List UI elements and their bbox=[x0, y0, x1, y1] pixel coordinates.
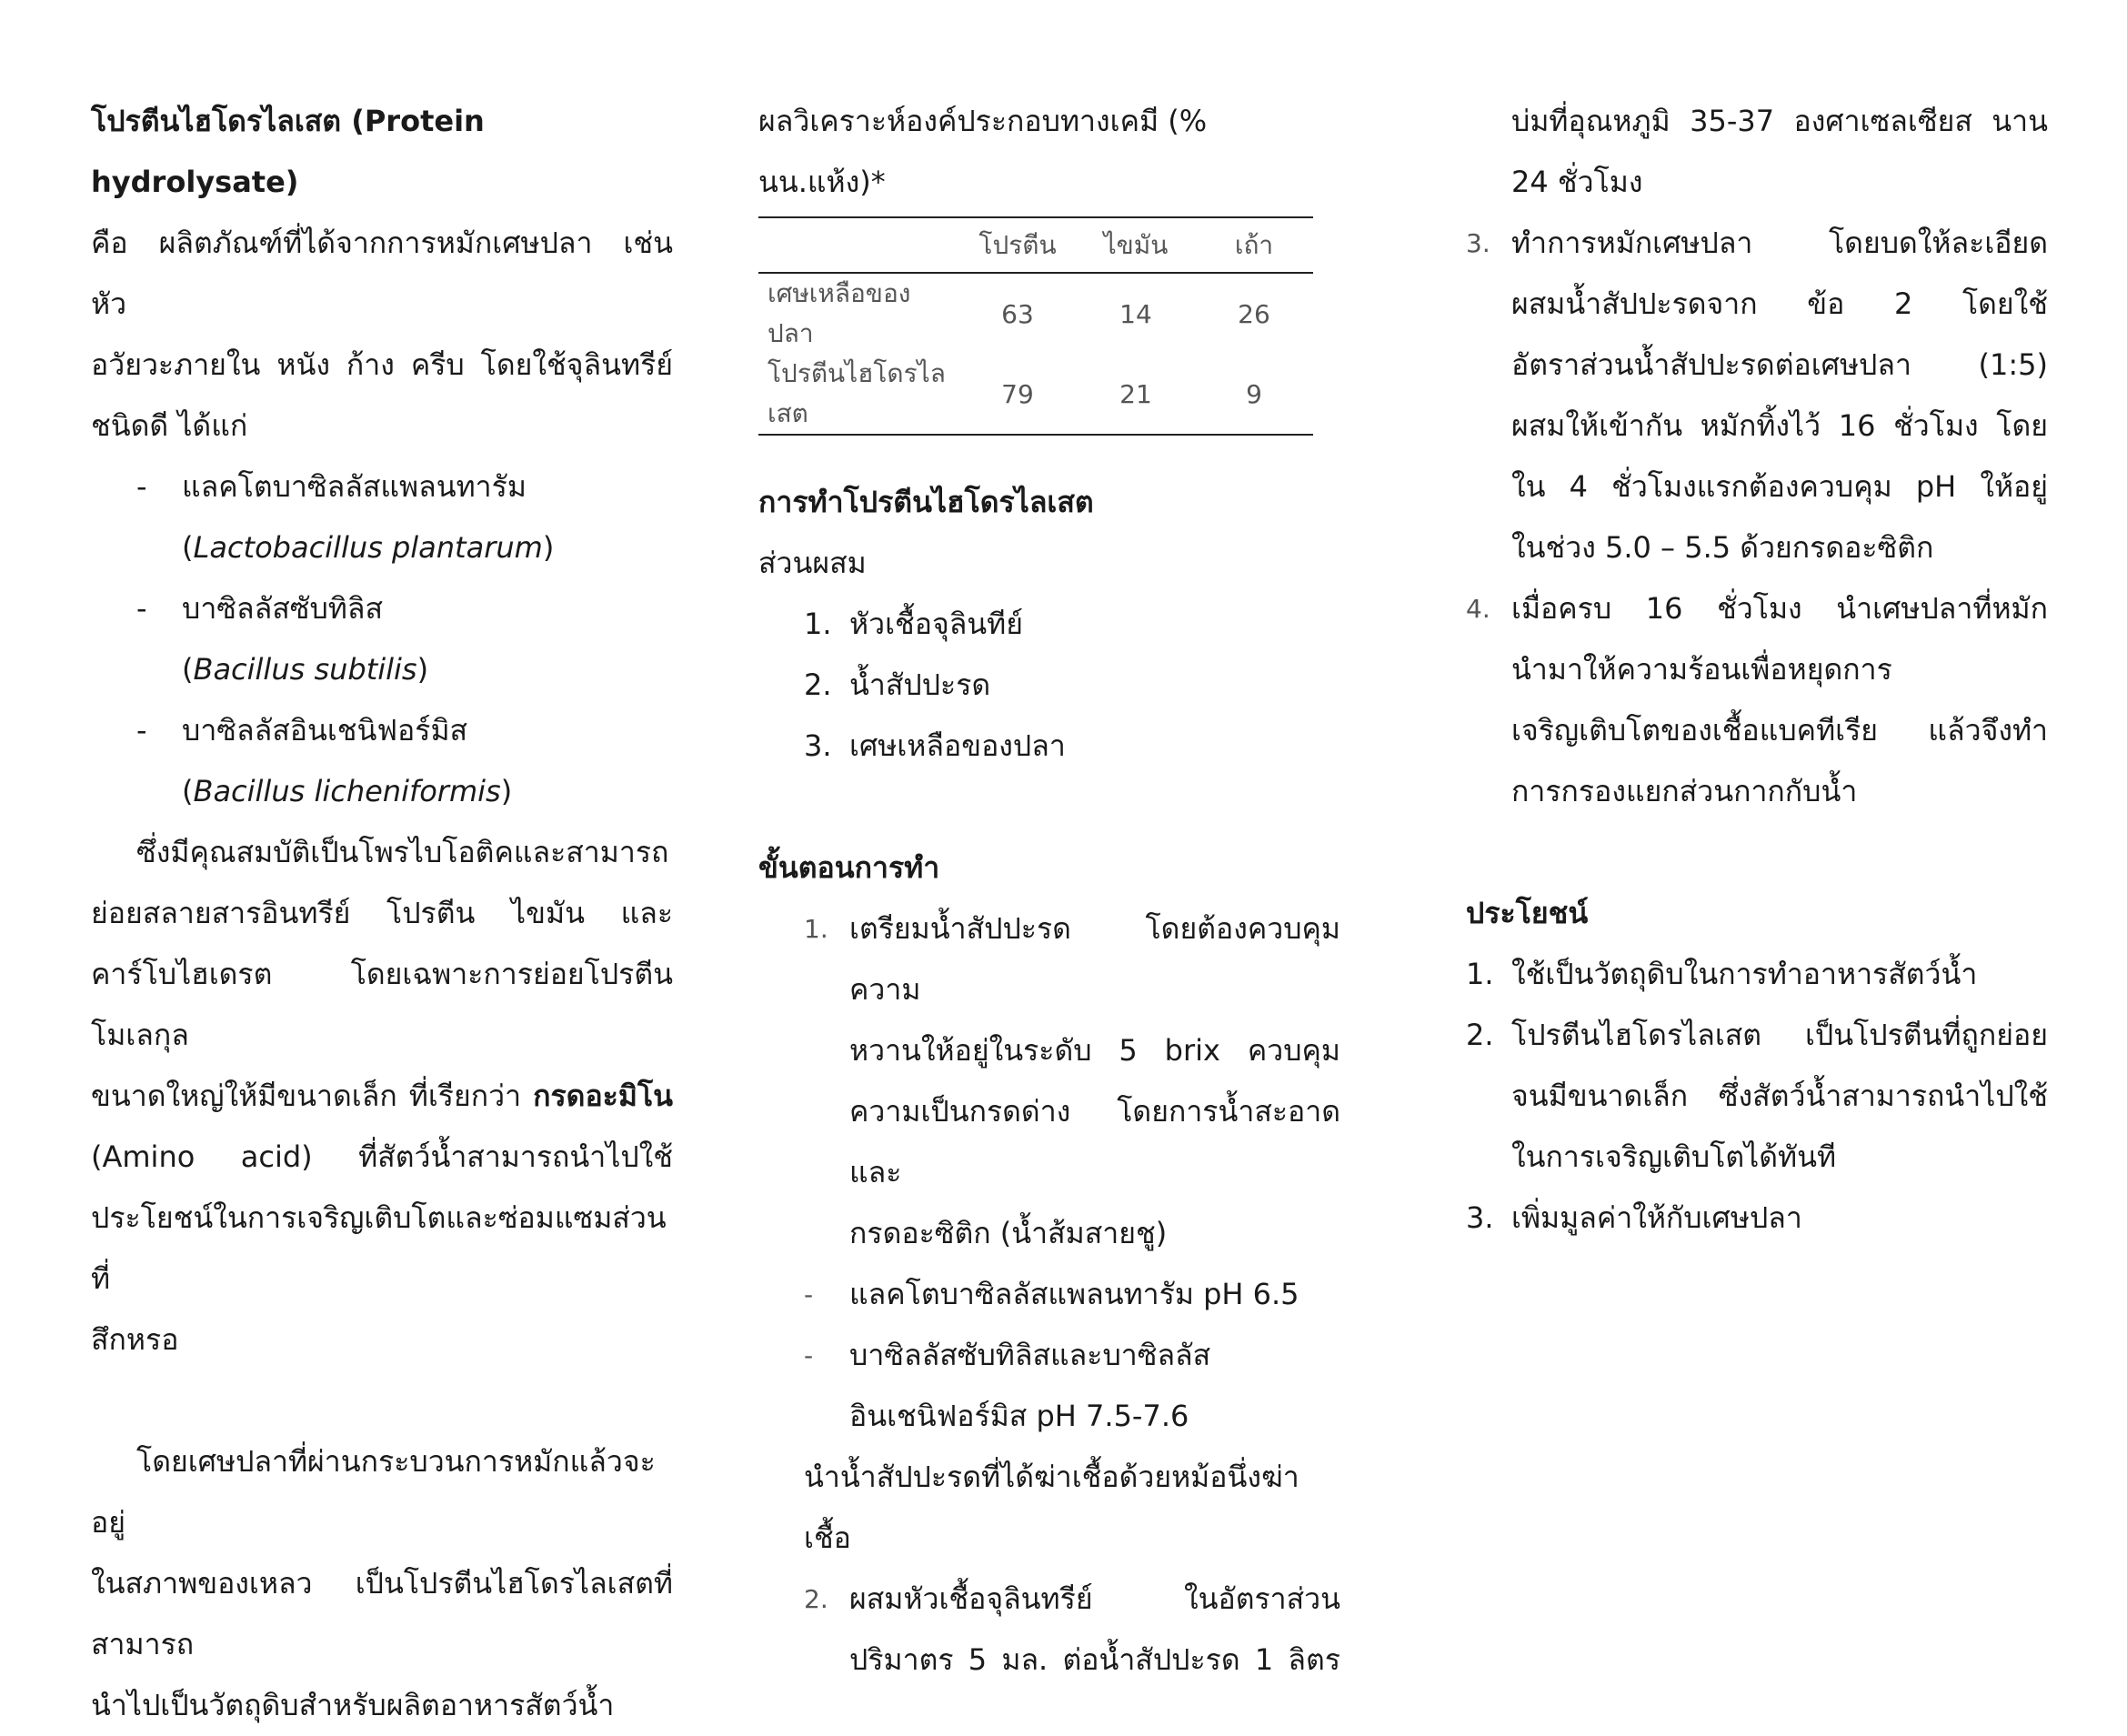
list-line: จนมีขนาดเล็ก ซึ่งสัตว์น้ำสามารถนำไปใช้ bbox=[1511, 1079, 2048, 1113]
table-header-cell: ไขมัน bbox=[1103, 229, 1169, 260]
microbe-name: แลคโตบาซิลลัสแพลนทารัม bbox=[182, 469, 527, 504]
step-number: 4. bbox=[1466, 594, 1490, 624]
ph-item: - แลคโตบาซิลลัสแพลนทารัม pH 6.5 bbox=[804, 1277, 1299, 1311]
list-item: 3. เพิ่มมูลค่าให้กับเศษปลา bbox=[1466, 1200, 1802, 1235]
step-item: 4. เมื่อครบ 16 ชั่วโมง นำเศษปลาที่หมัก bbox=[1466, 578, 2048, 639]
composition-table bbox=[758, 216, 1313, 436]
table-cell: 21 bbox=[1119, 378, 1152, 409]
microbe-list bbox=[91, 457, 673, 822]
step-line: กรดอะซิติก (น้ำส้มสายชู) bbox=[849, 1216, 1168, 1250]
ingredient-list bbox=[758, 594, 1340, 777]
table-cell: 79 bbox=[1001, 378, 1034, 409]
paragraph-line: ขนาดใหญ่ให้มีขนาดเล็ก ที่เรียกว่า กรดอะมิโน bbox=[91, 1079, 673, 1113]
microbe-item bbox=[91, 700, 673, 761]
bullet-dash: - bbox=[136, 713, 147, 748]
list-item: 2. โปรตีนไฮโดรไลเสต เป็นโปรตีนที่ถูกย่อย bbox=[1466, 1018, 2048, 1052]
step-item: 2. ผสมหัวเชื้อจุลินทรีย์ ในอัตราส่วน bbox=[804, 1569, 1340, 1630]
list-line: ในการเจริญเติบโตได้ทันที bbox=[1511, 1139, 1837, 1174]
table-header-row bbox=[758, 217, 1313, 273]
table-cell: 63 bbox=[1001, 298, 1034, 329]
list-item: 1. ใช้เป็นวัตถุดิบในการทำอาหารสัตว์น้ำ bbox=[1466, 957, 1978, 991]
step-line: หวานให้อยู่ในระดับ 5 brix ควบคุม bbox=[849, 1033, 1340, 1068]
section-heading-benefits: ประโยชน์ bbox=[1466, 896, 1589, 930]
step-line: ความเป็นกรดด่าง โดยการน้ำสะอาดและ bbox=[849, 1094, 1340, 1189]
step-line: การกรองแยกส่วนกากกับน้ำ bbox=[1511, 774, 1858, 808]
microbe-name: บาซิลลัสอินเชนิฟอร์มิส bbox=[182, 713, 468, 748]
table-caption: ผลวิเคราะห์องค์ประกอบทางเคมี (% นน.แห้ง)* bbox=[758, 104, 1208, 199]
microbe-scientific-name: (Bacillus licheniformis) bbox=[182, 774, 513, 808]
paragraph-line: ซึ่งมีคุณสมบัติเป็นโพรไบโอติคและสามารถ bbox=[136, 835, 669, 869]
step-line: ผสมน้ำสัปปะรดจาก ข้อ 2 โดยใช้ bbox=[1511, 286, 2048, 321]
column-right bbox=[1466, 91, 2048, 1249]
ph-item: - บาซิลลัสซับทิลิสและบาซิลลัส bbox=[804, 1338, 1211, 1372]
step-line: นำมาให้ความร้อนเพื่อหยุดการ bbox=[1511, 652, 1892, 687]
table-header-cell: เถ้า bbox=[1234, 229, 1274, 260]
step-line: อัตราส่วนน้ำสัปปะรดต่อเศษปลา (1:5) bbox=[1511, 347, 2048, 382]
microbe-item bbox=[91, 457, 673, 517]
step-number: 3. bbox=[1466, 228, 1490, 258]
step-line: อินเชนิฟอร์มิส pH 7.5-7.6 bbox=[849, 1399, 1189, 1433]
column-middle bbox=[758, 91, 1340, 1691]
paragraph-line: คาร์โบไฮเดรต โดยเฉพาะการย่อยโปรตีนโมเลกุล bbox=[91, 957, 673, 1052]
table-cell: 26 bbox=[1238, 298, 1270, 329]
paragraph-line: นำไปเป็นวัตถุดิบสำหรับผลิตอาหารสัตว์น้ำ bbox=[91, 1688, 615, 1722]
bullet-dash: - bbox=[136, 591, 147, 626]
paragraph-line: สึกหรอ bbox=[91, 1322, 179, 1357]
microbe-item bbox=[91, 578, 673, 639]
step-item: 1. เตรียมน้ำสัปปะรด โดยต้องควบคุมความ bbox=[804, 898, 1340, 1020]
microbe-scientific-name: (Bacillus subtilis) bbox=[182, 652, 429, 687]
list-item: 2. น้ำสัปปะรด bbox=[804, 667, 991, 702]
paragraph-line: โดยเศษปลาที่ผ่านกระบวนการหมักแล้วจะอยู่ bbox=[91, 1444, 656, 1540]
section-heading-protein-hydrolysate: โปรตีนไฮโดรไลเสต (Protein hydrolysate) bbox=[91, 104, 485, 199]
step-item: 3. ทำการหมักเศษปลา โดยบดให้ละเอียด bbox=[1466, 213, 2048, 274]
list-item: 1. หัวเชื้อจุลินทีย์ bbox=[804, 607, 1024, 641]
paragraph-line: ในสภาพของเหลว เป็นโปรตีนไฮโดรไลเสตที่สามารถ bbox=[91, 1566, 673, 1661]
intro-line: อวัยวะภายใน หนัง ก้าง ครีบ โดยใช้จุลินทรีย์ bbox=[91, 347, 673, 382]
table-header-cell bbox=[758, 217, 958, 273]
intro-line: คือ ผลิตภัณฑ์ที่ได้จากการหมักเศษปลา เช่น หัว bbox=[91, 226, 673, 321]
step-line: ปริมาตร 5 มล. ต่อน้ำสัปปะรด 1 ลิตร bbox=[849, 1642, 1340, 1677]
section-heading-making: การทำโปรตีนไฮโดรไลเสต bbox=[758, 485, 1094, 519]
table-row bbox=[758, 273, 1313, 354]
steps-list bbox=[758, 898, 1340, 1447]
table-cell: 9 bbox=[1246, 378, 1262, 409]
sterilize-note: นำน้ำสัปปะรดที่ได้ฆ่าเชื้อด้วยหม้อนึ่งฆ่าเชื้อ bbox=[804, 1460, 1299, 1555]
amino-acid-term: กรดอะมิโน bbox=[533, 1079, 673, 1113]
step-line: เจริญเติบโตของเชื้อแบคทีเรีย แล้วจึงทำ bbox=[1511, 713, 2048, 748]
table-cell: 14 bbox=[1119, 298, 1152, 329]
paragraph-line: ประโยชน์ในการเจริญเติบโตและซ่อมแซมส่วนที่ bbox=[91, 1200, 667, 1296]
microbe-scientific-name: (Lactobacillus plantarum) bbox=[182, 530, 555, 565]
step-line: ใน 4 ชั่วโมงแรกต้องควบคุม pH ให้อยู่ bbox=[1511, 469, 2048, 504]
ingredients-label: ส่วนผสม bbox=[758, 546, 867, 580]
step-line: 24 ชั่วโมง bbox=[1511, 165, 1643, 199]
intro-line: ชนิดดี ได้แก่ bbox=[91, 408, 248, 443]
step-number: 2. bbox=[804, 1584, 828, 1614]
microbe-name: บาซิลลัสซับทิลิส bbox=[182, 591, 384, 626]
bullet-dash: - bbox=[136, 469, 147, 504]
table-cell: เศษเหลือของปลา bbox=[768, 278, 911, 348]
step-line: ผสมให้เข้ากัน หมักทิ้งไว้ 16 ชั่วโมง โดย bbox=[1511, 408, 2048, 443]
section-heading-steps: ขั้นตอนการทำ bbox=[758, 850, 940, 885]
column-left bbox=[91, 91, 673, 1736]
list-item: 3. เศษเหลือของปลา bbox=[804, 728, 1066, 763]
benefits-list bbox=[1466, 944, 2048, 1249]
paragraph-line: ย่อยสลายสารอินทรีย์ โปรตีน ไขมัน และ bbox=[91, 896, 673, 930]
step-line: บ่มที่อุณหภูมิ 35-37 องศาเซลเซียส นาน bbox=[1511, 104, 2048, 138]
paragraph-line: (Amino acid) ที่สัตว์น้ำสามารถนำไปใช้ bbox=[91, 1139, 673, 1174]
table-cell: โปรตีนไฮโดรไลเสต bbox=[768, 358, 946, 428]
step-number: 1. bbox=[804, 914, 828, 944]
step-line: ในช่วง 5.0 – 5.5 ด้วยกรดอะซิติก bbox=[1511, 530, 1934, 565]
table-row bbox=[758, 354, 1313, 435]
table-header-cell: โปรตีน bbox=[978, 229, 1057, 260]
